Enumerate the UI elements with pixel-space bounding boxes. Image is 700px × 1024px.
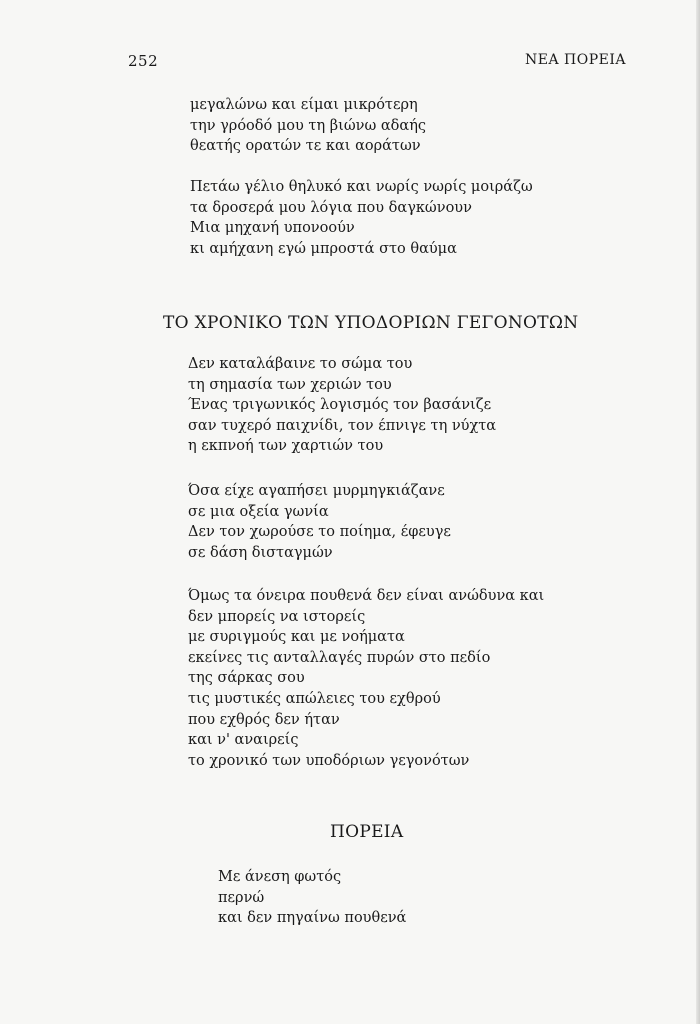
poem-line: η εκπνοή των χαρτιών του [188,438,384,455]
poem-line: με συριγμούς και με νοήματα [188,629,405,646]
poem-line: σε μια οξεία γωνία [188,503,329,520]
poem-line: και ν' αναιρείς [188,732,299,749]
poem-line: Δεν τον χωρούσε το ποίημα, έφευγε [188,524,451,541]
page-edge [696,0,700,1024]
poem-line: Όμως τα όνειρα πουθενά δεν είναι ανώδυνα και [188,588,545,604]
poem-line: τη σημασία των χεριών του [188,376,392,393]
poem-line: περνώ [218,889,265,906]
poem-line: την γρόοδό μου τη βιώνω αδαής [190,117,427,134]
poem-line: σε δάση δισταγμών [188,544,333,561]
poem-line: Ένας τριγωνικός λογισμός τον βασάνιζε [188,397,492,414]
poem-title: ΤΟ ΧΡΟΝΙΚΟ ΤΩΝ ΥΠΟΔΟΡΙΩΝ ΓΕΓΟΝΟΤΩΝ [163,313,579,333]
poem-line: Όσα είχε αγαπήσει μυρμηγκιάζανε [188,483,445,499]
poem-title: ΠΟΡΕΙΑ [330,822,404,842]
poem-stanza [188,354,496,457]
poem-line: μεγαλώνω και είμαι μικρότερη [190,97,418,113]
poem-line: Πετάω γέλιο θηλυκό και νωρίς νωρίς μοιράζω [190,179,533,195]
poem-stanza [218,867,406,929]
page-number: 252 [128,52,159,70]
poem-line: τα δροσερά μου λόγια που δαγκώνουν [190,199,472,216]
poem-line: σαν τυχερό παιχνίδι, τον έπνιγε τη νύχτα [188,417,497,434]
poem-stanza [188,481,451,563]
poem-stanza [190,95,426,157]
poem-line: που εχθρός δεν ήταν [188,711,340,728]
poem-line: Με άνεση φωτός [218,869,342,885]
poem-line: δεν μπορείς να ιστορείς [188,608,366,625]
poem-stanza [190,177,533,259]
running-head: ΝΕΑ ΠΟΡΕΙΑ [525,52,626,68]
poem-line: το χρονικό των υποδόριων γεγονότων [188,752,470,769]
poem-line: και δεν πηγαίνω πουθενά [218,910,407,927]
poem-stanza [188,586,544,771]
poem-line: Μια μηχανή υπονοούν [190,220,355,237]
poem-line: κι αμήχανη εγώ μπροστά στο θαύμα [190,240,457,257]
poem-line: εκείνες τις ανταλλαγές πυρών στο πεδίο [188,649,491,666]
poem-line: τις μυστικές απώλειες του εχθρού [188,690,441,707]
poem-line: της σάρκας σου [188,670,305,687]
poem-line: Δεν καταλάβαινε το σώμα του [188,356,413,372]
poem-line: θεατής ορατών τε και αοράτων [190,138,421,155]
